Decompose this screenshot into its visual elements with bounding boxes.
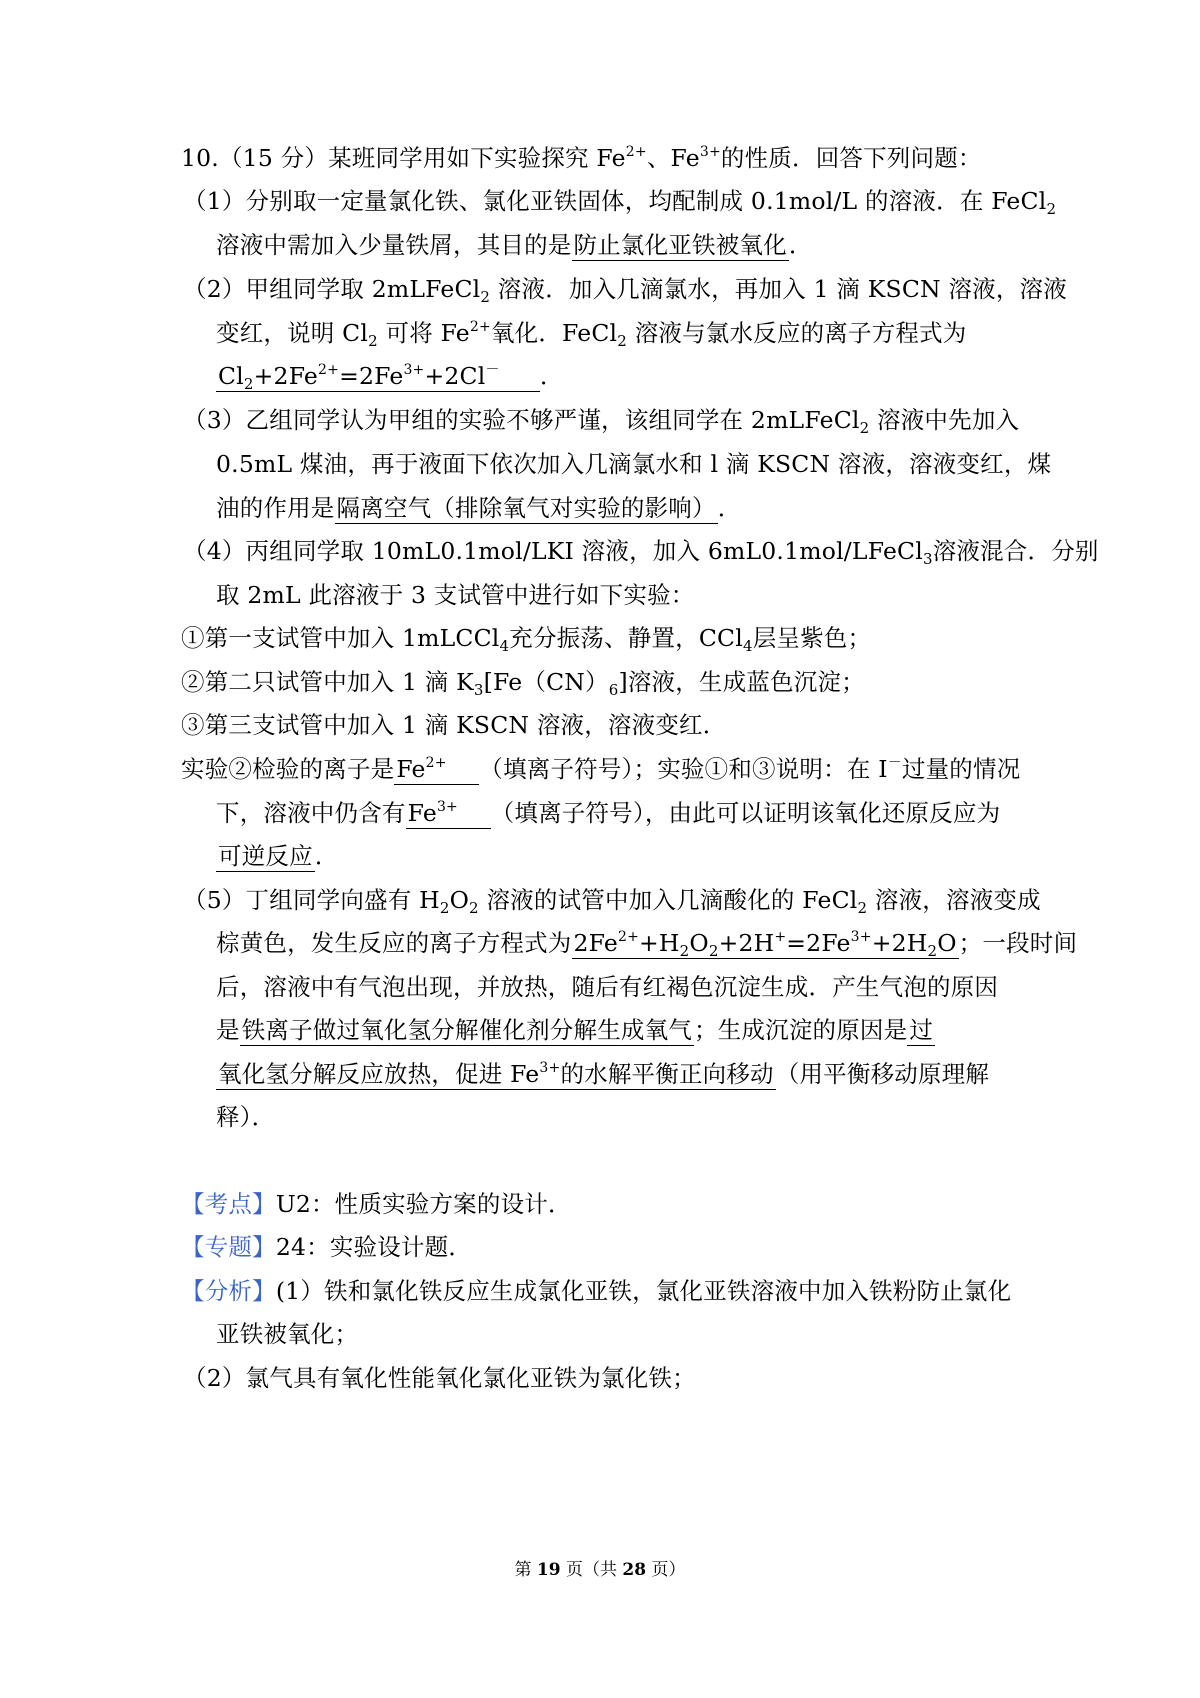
part1-line1: （1）分别取一定量氯化铁、氯化亚铁固体，均配制成 0.1mol/L 的溶液．在 FeCl$_2$ (183, 187, 1057, 218)
part5-line6: 释）． (216, 1103, 276, 1131)
part4-answer-line1: 实验②检验的离子是$Fe^{2+}$ （填离子符号）；实验①和③说明：在 I－过量的情况 (181, 755, 1021, 783)
question-stem: 10.（15 分）某班同学用如下实验探究 $Fe^{2+}$、$Fe^{3+}$的性质．回答下列问题： (181, 144, 982, 172)
answer-blank: $Fe^{2+}$ (394, 754, 479, 785)
part5-line3: 后，溶液中有气泡出现，并放热，随后有红褐色沉淀生成．产生气泡的原因 (216, 973, 999, 1001)
page-number: 19 (536, 1560, 561, 1580)
kaodian-tag: 【考点】 (181, 1190, 276, 1218)
answer-blank: 过 (909, 1016, 934, 1044)
zhuanti-tag: 【专题】 (181, 1233, 276, 1261)
fenxi-line3: （2）氯气具有氧化性能氧化氯化亚铁为氯化铁； (183, 1364, 696, 1392)
question-number: 10. (181, 144, 219, 172)
part1-line2: 溶液中需加入少量铁屑，其目的是防止氯化亚铁被氧化． (216, 231, 813, 259)
part5-line1: （5）丁组同学向盛有 $H_2O_2$ 溶液的试管中加入几滴酸化的 FeCl$_2$ 溶液，溶液变成 (183, 886, 1041, 917)
zhuanti-line: 【专题】24：实验设计题． (181, 1233, 473, 1261)
kaodian-line: 【考点】U2：性质实验方案的设计． (181, 1190, 572, 1218)
part4-line2: 取 2mL 此溶液于 3 支试管中进行如下实验： (216, 581, 695, 609)
part3-line1: （3）乙组同学认为甲组的实验不够严谨，该组同学在 2mLFeCl$_2$ 溶液中先加入 (183, 406, 1020, 437)
part4-line1: （4）丙组同学取 10mL0.1mol/LKI 溶液，加入 6mL0.1mol/LFeCl$_3$溶液混合．分别 (183, 537, 1099, 568)
page-total: 28 (622, 1560, 647, 1580)
part2-line2: 变红，说明 $Cl_2$ 可将 $Fe^{2+}$氧化．FeCl$_2$ 溶液与氯水反应的离子方程式为 (216, 319, 967, 350)
part4-answer-line3: 可逆反应． (218, 842, 339, 870)
part2-line3: $Cl_2+2Fe^{2+}=2Fe^{3+}+2Cl^-$ ． (218, 362, 564, 393)
experiment-3: ③第三支试管中加入 1 滴 KSCN 溶液，溶液变红． (181, 711, 727, 739)
fenxi-line1: 【分析】(1）铁和氯化铁反应生成氯化亚铁，氯化亚铁溶液中加入铁粉防止氯化 (181, 1277, 1012, 1305)
part3-line2: 0.5mL 煤油，再于液面下依次加入几滴氯水和 l 滴 KSCN 溶液，溶液变红，煤 (216, 450, 1052, 478)
answer-blank: 铁离子做过氧化氢分解催化剂分解生成氧气 (241, 1016, 693, 1044)
page-footer: 第 19 页（共 28 页） (514, 1560, 686, 1580)
part5-line2: 棕黄色，发生反应的离子方程式为$2Fe^{2+}+H_2O_2+2H^+=2Fe^{3+}+2H_2O$；一段时间 (216, 929, 1078, 960)
question-score: （15 分） (218, 144, 329, 172)
part4-answer-line2: 下，溶液中仍含有$Fe^{3+}$ （填离子符号），由此可以证明该氧化还原反应为 (216, 799, 1001, 827)
experiment-2: ②第二只试管中加入 1 滴 $K_3[Fe(CN)_6]$溶液，生成蓝色沉淀； (181, 668, 865, 699)
part5-line5: 氧化氢分解反应放热，促进 $Fe^{3+}$的水解平衡正向移动（用平衡移动原理解 (218, 1060, 990, 1088)
answer-blank: $Cl_2+2Fe^{2+}=2Fe^{3+}+2Cl^-$ (216, 361, 540, 392)
fenxi-line2: 亚铁被氧化； (216, 1320, 359, 1348)
answer-blank: 可逆反应 (218, 842, 313, 870)
part5-line4: 是铁离子做过氧化氢分解催化剂分解生成氧气；生成沉淀的原因是过 (216, 1016, 934, 1044)
answer-blank: 隔离空气（排除氧气对实验的影响） (336, 494, 716, 522)
answer-blank: 防止氯化亚铁被氧化 (573, 231, 787, 259)
experiment-1: ①第一支试管中加入 1mLCCl$_4$充分振荡、静置，CCl$_4$层呈紫色； (181, 624, 872, 655)
part2-line1: （2）甲组同学取 2mLFeCl$_2$ 溶液．加入几滴氯水，再加入 1 滴 KSCN 溶液，溶液 (183, 275, 1067, 306)
answer-blank: $Fe^{3+}$ (406, 798, 491, 829)
part3-line3: 油的作用是隔离空气（排除氧气对实验的影响）． (216, 494, 742, 522)
answer-blank: $2Fe^{2+}+H_2O_2+2H^+=2Fe^{3+}+2H_2O$ (573, 929, 957, 960)
fenxi-tag: 【分析】 (181, 1277, 276, 1305)
answer-blank: 氧化氢分解反应放热，促进 $Fe^{3+}$的水解平衡正向移动 (218, 1060, 774, 1088)
